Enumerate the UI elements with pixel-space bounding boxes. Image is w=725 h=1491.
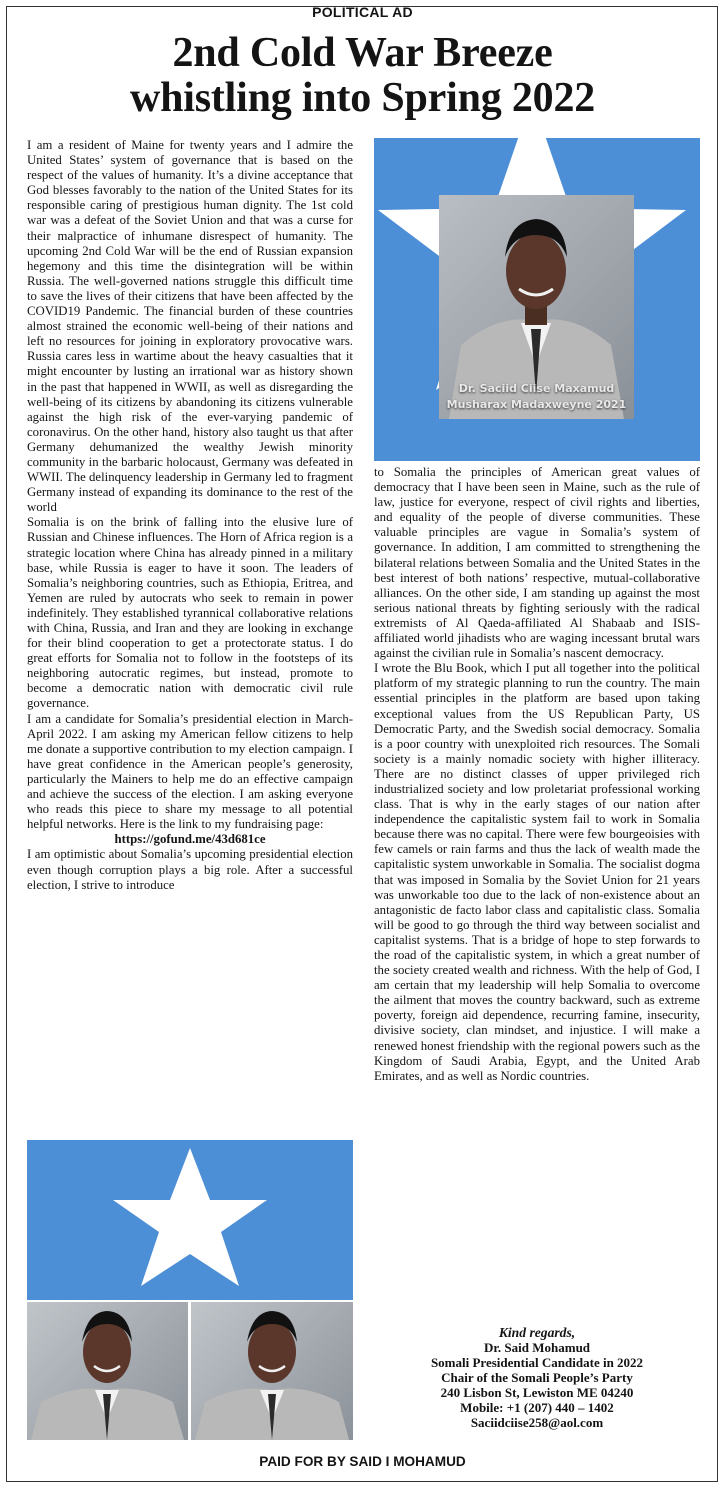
political-ad-banner: POLITICAL AD — [312, 4, 413, 20]
article-column-right — [374, 465, 700, 1084]
paragraph-intro: I am a resident of Maine for twenty years and I admire the United States’ system of governance that is based on the respect of the values of humanity. It’s a divine acceptance that God blesses favorably to the nation of the United States for its responsible caring of prestigious human dignity. The 1st cold war was a defeat of the Soviet Union and that was a curse for their malpractice of inhumane disrespect of humanity. The upcoming 2nd Cold War will be the end of Russian expansion hegemony and this time the disintegration will be within Russia. The well-governed nations struggle this difficult time to save the lives of their citizens that have been affected by the COVID19 Pandemic. The financial burden of these countries almost strained the economic well-being of their nations and left no resources for joining in exploratory provocative wars. Russia cares less in wartime about the heavy casualties that it might encounter by lusting an irrational war as history shown in the past that happened in WWII, as well as disregarding the well-being of its citizens by abandoning its citizens vulnerable against the high risk of the ever-varying pandemic of coronavirus. On the other hand, history also taught us that after Germany dehumanized the wealthy Jewish minority community in the barbaric holocaust, Germany was defeated in WWII. The delinquency leadership in Germany led to fragment Germany instead of expanding its dominance to the rest of the world — [27, 138, 353, 515]
closing-title: Somali Presidential Candidate in 2022 — [430, 1355, 644, 1370]
photo-caption-name: Dr. Saciid Ciise Maxamud — [458, 382, 615, 395]
paragraph-horn-of-africa: Somalia is on the brink of falling into the elusive lure of Russian and Chinese influences. The Horn of Africa region is a strategic location where China has already pinned in a military base, while Russia is eager to have it soon. The leaders of Somalia’s neighboring countries, such as Ethiopia, Eritrea, and Yemen are ruled by autocrats who seek to remain in power indefinitely. They established tyrannical collaborative relations with China, Russia, and Iran and they are looking in exchange for their blind cooperation to get a protectorate status. I do great efforts for Somalia not to follow in the footsteps of its neighboring autocratic regimes, but instead, promote to become a democratic nation with democratic civil rule governance. — [27, 515, 353, 711]
somali-flag-top — [374, 138, 700, 461]
closing-mobile[interactable]: Mobile: +1 (207) 440 – 1402 — [460, 1400, 614, 1415]
candidate-portrait-main — [439, 195, 634, 419]
closing-signature — [374, 1325, 700, 1430]
portrait-photo — [191, 1302, 353, 1440]
paid-for-footer: PAID FOR BY SAID I MOHAMUD — [259, 1454, 466, 1469]
paragraph-american-values: to Somalia the principles of American great values of democracy that I have been seen in Maine, such as the rule of law, justice for everyone, respect of civil rights and liberties, and equality of the people of diverse communities. These valuable principles are vague in Somalia’s system of governance. In addition, I am committed to strengthening the bilateral relations between Somalia and the United States in the best interest of both nations’ respective, mutual-collaborative alliances. On the other side, I am standing up against the most serious national threats by fighting seriously with the radical extremists of Al Qaeda-affiliated Al Shabaab and ISIS-affiliated world jihadists who are waging incessant brutal wars against the civilian rule in Somalia’s nascent democracy. — [374, 465, 700, 661]
candidate-portrait-right — [191, 1302, 353, 1440]
paragraph-blu-book: I wrote the Blu Book, which I put all together into the political platform of my strategic planning to run the country. The main essential principles in the platform are based upon taking exceptional values from the US Republican Party, US Democratic Party, and the Swedish social democracy. Somalia is a poor country with unexploited rich resources. The Somali society is a mainly nomadic society with higher illiteracy. There are no distinct classes of upper privileged rich industrialized society and low proletariat professional working class. That is why in the early stages of our nation after independence the capitalistic system fail to work in Somalia because there was no capital. There were few bourgeoisies with few camels or rain farms and thus the lack of wealth made the capitalistic system unworkable in Somalia. The socialist dogma that was imposed in Somalia by the Soviet Union for 21 years was unworkable too due to the lack of non-existence about an antagonistic de facto labor class and capitalistic class. Somalia will be good to go through the third way between socialist and capitalist systems. That is a bridge of hope to step forwards to the road of the capitalistic system, in which a great number of the society created wealth and richness. With the help of God, I am certain that my leadership will help Somalia to overcome the ailment that moves the country backward, such as extreme poverty, foreign aid dependence, recurring famine, insecurity, divisive society, clan mindset, and injustice. I will make a renewed honest friendship with the regional powers such as the Kingdom of Saudi Arabia, Egypt, and the United Arab Emirates, and as well as Nordic countries. — [374, 661, 700, 1083]
headline — [20, 31, 705, 121]
paragraph-optimism: I am optimistic about Somalia’s upcoming presidential election even though corruption plays a big role. After a successful election, I strive to introduce — [27, 847, 353, 892]
closing-email[interactable]: Saciidciise258@aol.com — [470, 1415, 604, 1430]
somali-flag-bottom — [27, 1140, 353, 1300]
portrait-photo — [27, 1302, 188, 1440]
fundraising-link[interactable]: https://gofund.me/43d681ce — [114, 832, 266, 847]
closing-greeting: Kind regards, — [498, 1325, 576, 1340]
headline-line-2: whistling into Spring 2022 — [129, 75, 596, 121]
article-column-left — [27, 138, 353, 1132]
photo-caption-role: Musharax Madaxweyne 2021 — [446, 398, 627, 411]
closing-party: Chair of the Somali People’s Party — [441, 1370, 633, 1385]
closing-name: Dr. Said Mohamud — [483, 1340, 591, 1355]
paragraph-candidacy: I am a candidate for Somalia’s presidential election in March-April 2022. I am asking my American fellow citizens to help me donate a supportive contribution to my election campaign. I have great confidence in the American people’s generosity, particularly the Mainers to help me do an effective campaign and achieve the success of the election. I am asking everyone who reads this piece to share my message to all potential helpful networks. Here is the link to my fundraising page: — [27, 711, 353, 832]
candidate-portrait-left — [27, 1302, 188, 1440]
headline-line-1: 2nd Cold War Breeze — [172, 30, 553, 76]
somali-flag-star-icon — [27, 1140, 353, 1300]
closing-address: 240 Lisbon St, Lewiston ME 04240 — [440, 1385, 634, 1400]
photo-caption — [439, 381, 634, 413]
